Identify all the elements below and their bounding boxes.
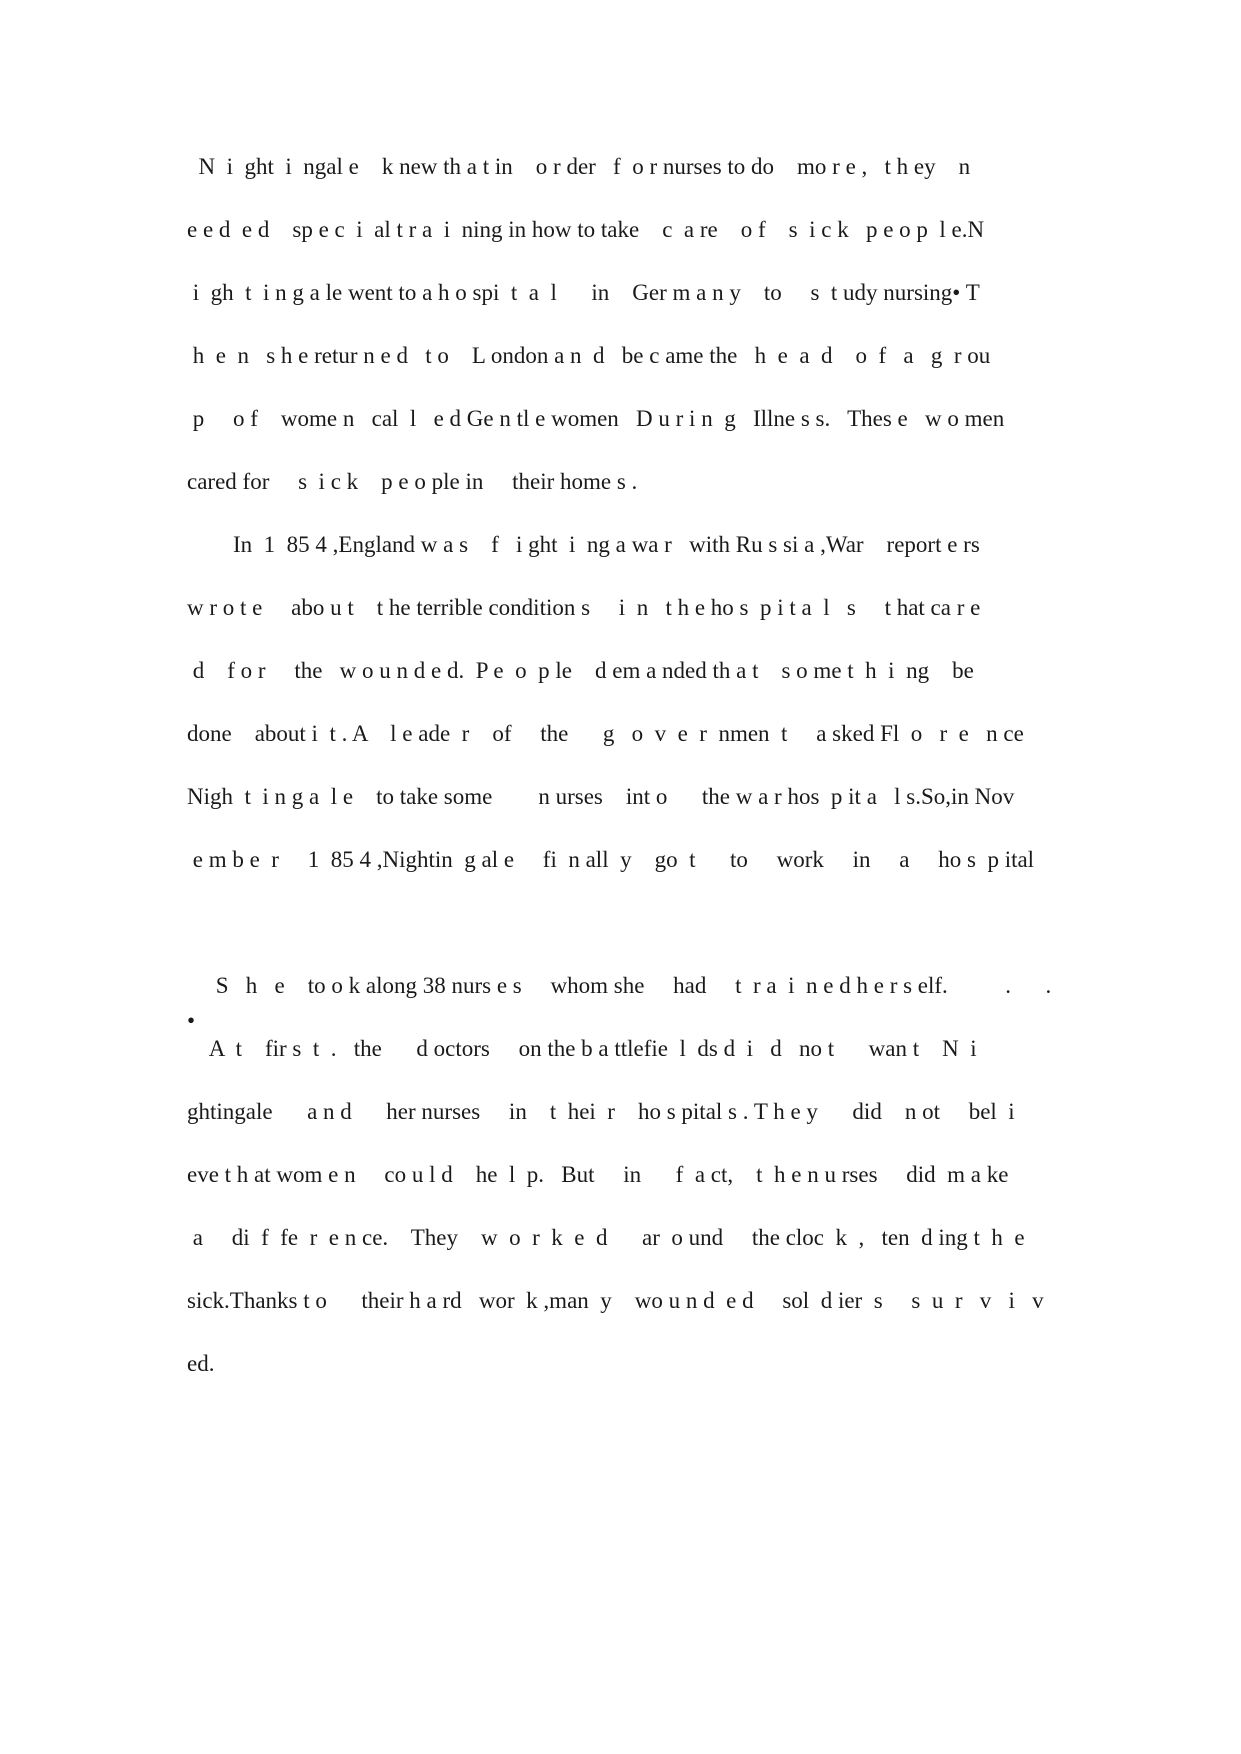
text-line-2: e e d e d sp e c i al t r a i ning in how to take c a re o f s i c k p e o p l e.N — [187, 217, 985, 242]
text-line-4: h e n s h e retur n e d t o L ondon a n d be c ame the h e a d o f a g r ou — [187, 343, 991, 368]
text-line-19: sick.Thanks t o their h a rd wor k ,man y wo u n d e d sol d ier s s u r v i v — [187, 1288, 1044, 1313]
text-line-1: N i ght i ngal e k new th a t in o r der f o r nurses to do mo r e , t h ey n — [187, 154, 971, 179]
text-line-15: A t fir s t . the d octors on the b a ttlefie l ds d i d no t wan t N i — [187, 1036, 977, 1061]
text-line-3: i gh t i n g a le went to a h o spi t a l in Ger m a n y to s t udy nursing• T — [187, 280, 980, 305]
text-line-12: e m b e r 1 85 4 ,Nightin g al e fi n all y go t to work in a ho s p ital — [187, 847, 1035, 872]
text-line-9: d f o r the w o u n d e d. P e o p le d em a nded th a t s o me t h i ng be — [187, 658, 974, 683]
text-line-6: cared for s i c k p e o ple in their home s . — [187, 469, 638, 494]
text-line-16: ghtingale a n d her nurses in t hei r ho s pital s . T h e y did n ot bel i — [187, 1099, 1015, 1124]
text-line-7: In 1 85 4 ,England w a s f i ght i ng a wa r with Ru s si a ,War report e rs — [187, 532, 980, 557]
text-line-13: • — [187, 1008, 196, 1033]
text-line-14: S h e to o k along 38 nurs e s whom she had t r a i n e d h e r s elf. . . — [187, 973, 1052, 998]
text-line-11: Nigh t i n g a l e to take some n urses int o the w a r hos p it a l s.So,in Nov — [187, 784, 1015, 809]
text-line-20: ed. — [187, 1351, 215, 1376]
text-line-10: done about i t . A l e ade r of the g o v e r nmen t a sked Fl o r e n ce — [187, 721, 1024, 746]
text-line-8: w r o t e abo u t t he terrible condition s i n t h e ho s p i t a l s t hat ca r e — [187, 595, 981, 620]
text-line-18: a di f fe r e n ce. They w o r k e d ar o und the cloc k , ten d ing t h e — [187, 1225, 1025, 1250]
text-line-5: p o f wome n cal l e d Ge n tl e women D u r i n g Illne s s. Thes e w o men — [187, 406, 1005, 431]
text-line-17: eve t h at wom e n co u l d he l p. But in f a ct, t h e n u rses did m a ke — [187, 1162, 1009, 1187]
